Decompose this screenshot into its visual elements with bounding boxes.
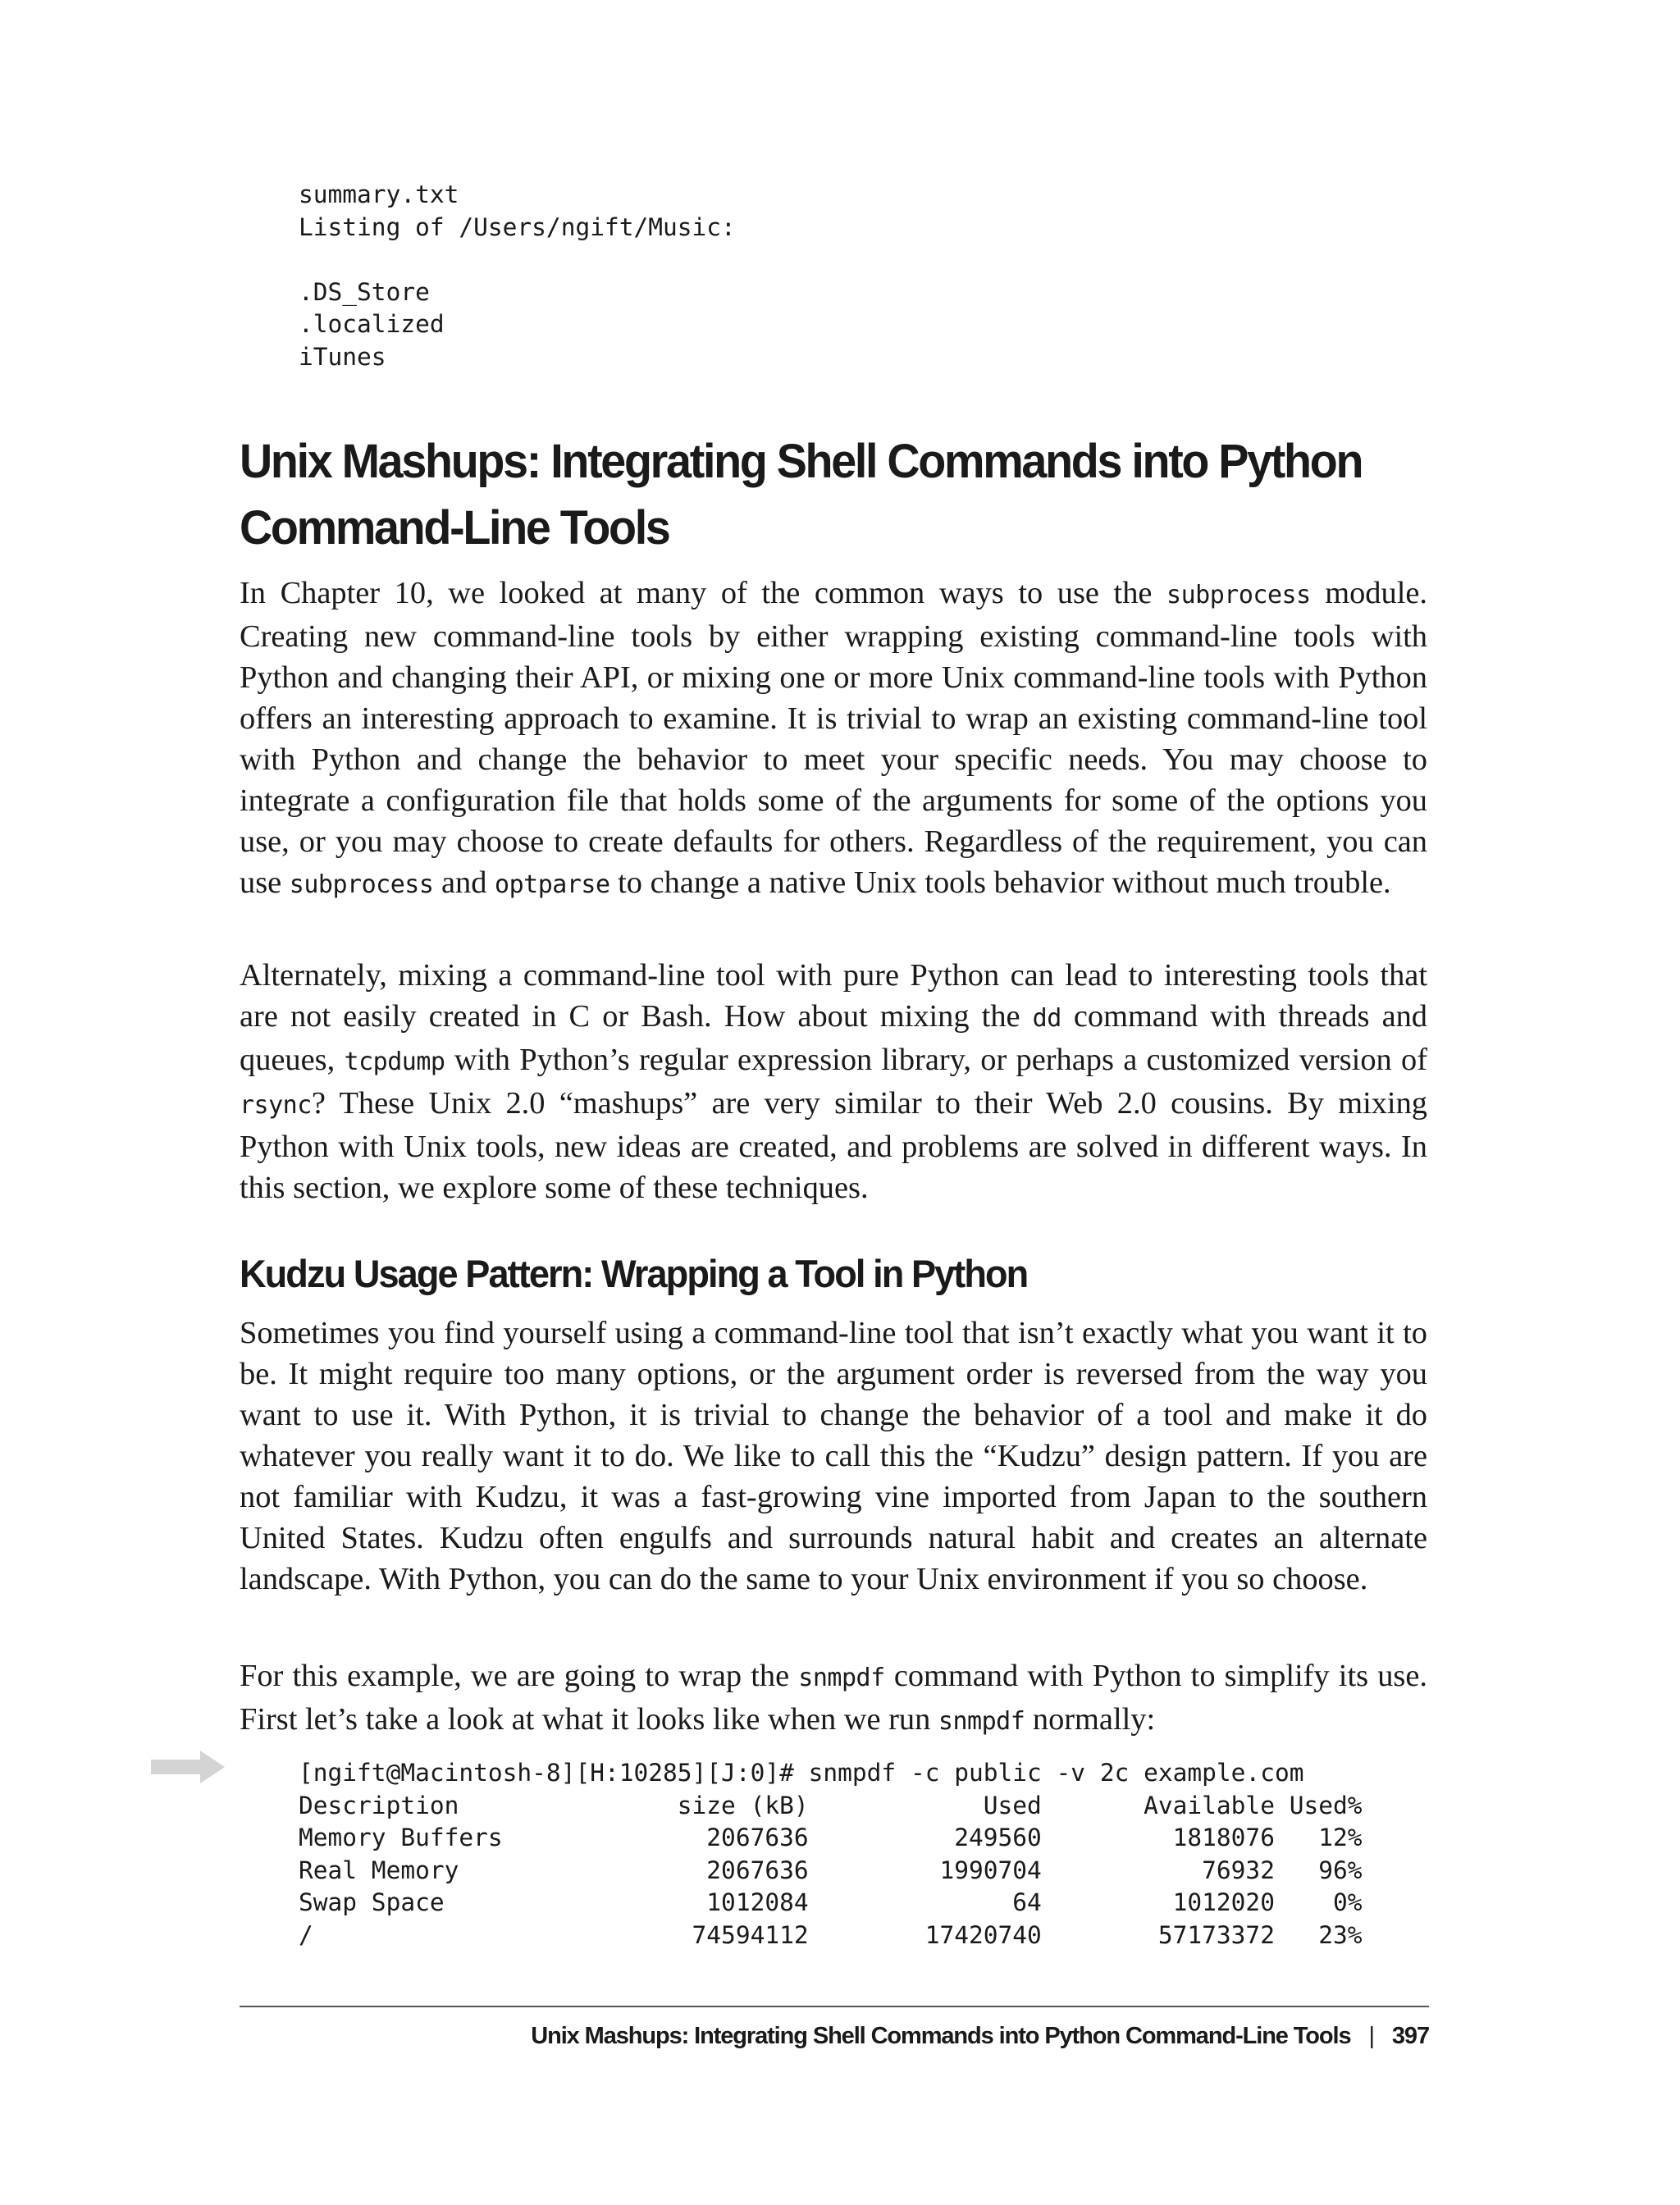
text-run: module. Creating new command-line tools by either wrapping existing command-line tools with Python and changing their API, or mixing one or more Unix command-line tools with Python offers an interesting approach to examine. It is trivial to wrap an existing command-line tool with Python and change the behavior to meet your specific needs. You may choose to integrate a configuration file that holds some of the arguments for some of the options you use, or you may choose to create defaults for others. Regardless of the requirement, you can use [240,576,1427,900]
text-run: normally: [1025,1702,1156,1737]
running-title: Unix Mashups: Integrating Shell Commands into Python Command-Line Tools [531,2023,1351,2049]
text-run: In Chapter 10, we looked at many of the common ways to use the [240,576,1167,610]
code-line: .localized [299,310,445,338]
text-run: and [433,865,495,900]
code-line: Real Memory 2067636 1990704 76932 96% [299,1856,1363,1884]
page-footer [531,2020,1429,2052]
text-run: For this example, we are going to wrap the [240,1659,799,1693]
footer-separator: | [1368,2023,1374,2049]
footer-divider [240,2006,1429,2007]
code-line: Memory Buffers 2067636 249560 1818076 12% [299,1824,1363,1851]
paragraph-kudzu: Sometimes you find yourself using a command-line tool that isn’t exactly what you want it to be. It might require too many options, or the argument order is reversed from the way you want to use it. With Python, it is trivial to change the behavior of a tool and make it do whatever you really want it to do. We like to call this the “Kudzu” design pattern. If you are not familiar with Kudzu, it was a fast-growing vine imported from Japan to the southern United States. Kudzu often engulfs and surrounds natural habit and creates an alternate landscape. With Python, you can do the same to your Unix environment if you so choose. [240,1316,1427,1596]
text-run: with Python’s regular expression library, or perhaps a customized version of [445,1043,1427,1077]
inline-code-subprocess: subprocess [289,870,434,899]
code-line: [ngift@Macintosh-8][H:10285][J:0]# snmpdf -c public -v 2c example.com [299,1759,1304,1787]
text-run: to change a native Unix tools behavior without much trouble. [609,865,1391,900]
inline-code-subprocess: subprocess [1166,581,1311,609]
paragraph-intro [240,573,1427,906]
code-block-snmpdf-output [299,1757,1363,1952]
text-run: Alternately, mixing a command-line tool with pure Python can lead to interesting tools that are not easily created in C or Bash. How about mixing the [240,958,1427,1034]
section-heading: Unix Mashups: Integrating Shell Commands into Python Command-Line Tools [240,435,1363,555]
inline-code-tcpdump: tcpdump [344,1048,445,1076]
inline-code-snmpdf: snmpdf [798,1664,885,1692]
subsection-heading: Kudzu Usage Pattern: Wrapping a Tool in Python [240,1252,1028,1295]
code-line: / 74594112 17420740 57173372 23% [299,1920,1363,1949]
inline-code-snmpdf: snmpdf [938,1707,1025,1736]
arrow-right-icon [151,1751,225,1783]
inline-code-optparse: optparse [495,870,610,899]
inline-code-dd: dd [1032,1004,1061,1033]
code-line: Listing of /Users/ngift/Music: [299,212,736,241]
code-line: summary.txt [299,180,459,208]
paragraph-snmpdf-example [240,1655,1427,1742]
code-line: .DS_Store [299,277,430,306]
code-line: Swap Space 1012084 64 1012020 0% [299,1888,1363,1916]
text-run: command with threads and queues, [240,999,1428,1077]
code-block-listing-output [299,179,736,373]
code-line: iTunes [299,342,386,371]
inline-code-rsync: rsync [240,1091,312,1120]
text-run: command with Python to simplify its use. First let’s take a look at what it looks like when we run [240,1659,1427,1737]
page-number: 397 [1391,2023,1429,2049]
text-run: ? These Unix 2.0 “mashups” are very similar to their Web 2.0 cousins. By mixing Python with Unix tools, new ideas are created, and problems are solved in different ways. In this section, we explore some of these techniques. [240,1086,1427,1205]
paragraph-mashups [240,955,1427,1208]
code-line: Description size (kB) Used Available Used% [299,1791,1363,1819]
